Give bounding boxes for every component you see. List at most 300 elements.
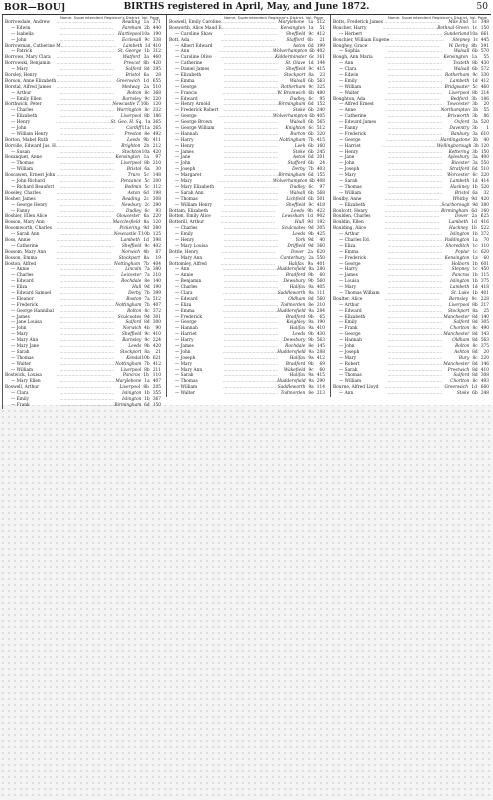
- entry-volume: 9a: [308, 267, 314, 273]
- register-entry: [3, 403, 163, 409]
- entry-district: Nottingham: [279, 137, 306, 143]
- entry-name: Boulden, Charles: [333, 214, 371, 220]
- leader-dots: ........................................: [55, 120, 111, 126]
- entry-name: — Mary Ann: [11, 338, 39, 344]
- register-column-3: [330, 15, 491, 397]
- entry-district: Lambeth: [448, 220, 469, 226]
- entry-page: 220: [152, 214, 161, 220]
- entry-name: — Eliza: [11, 285, 28, 291]
- entry-volume: 7a: [144, 296, 150, 302]
- entry-district: Boston: [126, 296, 142, 302]
- entry-district: Shoreditch: [445, 243, 470, 249]
- entry-district: Warrington: [116, 108, 142, 114]
- entry-district: Walsall: [289, 78, 306, 84]
- leader-dots: ........................................: [222, 90, 278, 96]
- leader-dots: ........................................: [220, 20, 276, 25]
- entry-page: 368: [152, 90, 162, 96]
- entry-page: 410: [152, 332, 162, 338]
- entry-name: — Richard Beaufort: [11, 184, 55, 190]
- entry-name: Boulcott, Henry: [333, 208, 368, 214]
- entry-page: 568: [316, 190, 326, 196]
- entry-volume: 7a: [144, 267, 150, 273]
- entry-district: Salford: [125, 320, 142, 326]
- leader-dots: ........................................: [387, 343, 443, 349]
- entry-name: — Joseph: [339, 349, 360, 355]
- entry-volume: 9b: [308, 361, 314, 367]
- entry-page: 70: [483, 237, 490, 243]
- leader-dots: ........................................: [56, 137, 112, 143]
- leader-dots: ........................................: [223, 137, 279, 143]
- entry-page: 125: [152, 232, 161, 238]
- entry-volume: 1c: [472, 25, 478, 31]
- leader-dots: ........................................: [386, 202, 442, 208]
- entry-page: 330: [480, 73, 490, 79]
- leader-dots: ........................................: [387, 243, 443, 249]
- entry-name: — Mary: [175, 361, 193, 367]
- entry-name: — Eliza: [339, 243, 356, 249]
- entry-page: 620: [480, 249, 490, 255]
- entry-page: 97: [319, 184, 326, 190]
- leader-dots: ........................................: [223, 285, 279, 291]
- entry-name: — Caroline Olive: [175, 55, 212, 61]
- leader-dots: ........................................: [223, 102, 279, 108]
- page-range-label: BOR—BOU]: [4, 3, 66, 13]
- entry-district: Leicester: [121, 273, 142, 279]
- entry-page: 51: [319, 25, 325, 31]
- entry-volume: 6d: [471, 208, 477, 214]
- entry-page: 445: [480, 37, 489, 43]
- entry-page: 411: [152, 137, 161, 143]
- entry-district: Islington: [122, 391, 142, 397]
- entry-page: 25: [483, 308, 490, 314]
- entry-district: St. Geo. H. Sq.: [110, 120, 143, 126]
- entry-page: 95: [319, 96, 326, 102]
- entry-page: 200: [152, 179, 162, 185]
- entry-page: 408: [316, 179, 325, 185]
- entry-district: Barnsley: [122, 96, 142, 102]
- entry-volume: 1b: [144, 397, 150, 402]
- leader-dots: ........................................: [389, 37, 444, 43]
- entry-page: 220: [480, 173, 490, 179]
- entry-name: Bottomley, Alfred: [169, 261, 207, 267]
- entry-district: Newcastle T.: [112, 102, 141, 108]
- entry-name: — Arthur: [339, 232, 360, 238]
- entry-page: 403: [316, 167, 326, 173]
- entry-page: 240: [316, 108, 326, 114]
- entry-district: Chorlton: [450, 379, 470, 385]
- entry-page: 400: [480, 155, 490, 161]
- entry-district: Walsall: [453, 49, 470, 55]
- entry-name: — Sarah: [175, 373, 194, 379]
- entry-name: — Thomas William: [339, 290, 380, 296]
- entry-name: — Henry: [339, 149, 359, 155]
- entry-volume: 9c: [144, 243, 150, 249]
- entry-page: 295: [152, 67, 162, 73]
- leader-dots: ........................................: [218, 179, 274, 185]
- entry-district: Paddington: [444, 237, 470, 243]
- entry-page: 372: [480, 232, 490, 238]
- entry-page: 480: [316, 90, 325, 96]
- leader-dots: ........................................: [387, 255, 443, 261]
- entry-district: York: [295, 237, 306, 243]
- entry-name: — Mary: [339, 173, 357, 179]
- entry-volume: 8c: [472, 343, 478, 349]
- leader-dots: ........................................: [223, 302, 279, 308]
- entry-name: — John Richard: [11, 179, 46, 185]
- entry-name: Borstal, Alfred James: [5, 84, 52, 90]
- entry-district: Stockport: [447, 308, 470, 314]
- leader-dots: ........................................: [223, 332, 279, 338]
- entry-district: Sheffield: [285, 31, 306, 37]
- leader-dots: ........................................: [222, 349, 278, 355]
- entry-name: — William: [339, 84, 362, 90]
- entry-volume: 9d: [143, 226, 149, 232]
- entry-volume: 8c: [144, 90, 150, 96]
- entry-district: Kendal: [126, 355, 142, 361]
- leader-dots: ........................................: [59, 114, 115, 120]
- entry-page: 422: [316, 208, 325, 214]
- entry-name: Botts, Frederick James: [333, 20, 383, 25]
- entry-district: Bristol: [125, 73, 141, 79]
- entry-district: Huddersfield: [277, 267, 306, 273]
- leader-dots: ........................................: [59, 296, 115, 302]
- entry-district: Norwich: [122, 326, 142, 332]
- entry-name: — Anne: [339, 108, 356, 114]
- entry-name: — Fanny: [339, 126, 358, 132]
- entry-page: 65: [319, 314, 326, 320]
- entry-district: Liverpool: [119, 385, 141, 391]
- leader-dots: ........................................: [387, 332, 443, 338]
- entry-volume: 9a: [308, 326, 314, 332]
- entry-volume: 6d: [308, 155, 314, 161]
- entry-page: 111: [316, 290, 325, 296]
- entry-name: — Charles: [175, 285, 198, 291]
- entry-volume: 1d: [144, 43, 151, 49]
- entry-volume: 6b: [307, 37, 313, 43]
- leader-dots: ........................................: [59, 361, 115, 367]
- entry-volume: 4b: [143, 249, 149, 255]
- entry-district: Kensington: [444, 255, 470, 261]
- entry-volume: 1a: [472, 255, 478, 261]
- entry-name: — Thomas: [11, 355, 34, 361]
- entry-volume: 8b: [144, 114, 150, 120]
- entry-volume: 1c: [472, 37, 479, 43]
- entry-volume: 8c: [144, 308, 150, 314]
- entry-district: Marylebone: [278, 20, 305, 25]
- entry-district: Liverpool: [120, 161, 142, 167]
- entry-volume: 6b: [308, 131, 314, 137]
- entry-volume: 7b: [308, 167, 314, 173]
- entry-name: Boulding, Alice: [333, 226, 367, 232]
- entry-name: — James: [175, 149, 194, 155]
- entry-page: 30: [155, 167, 162, 173]
- entry-page: 290: [152, 202, 162, 208]
- entry-name: Bostwick, Louisa: [5, 373, 42, 379]
- entry-district: Stoke: [456, 391, 470, 397]
- entry-district: Brixworth: [447, 114, 470, 120]
- entry-district: Sheffield: [285, 67, 306, 73]
- entry-name: — Edward: [11, 279, 34, 285]
- entry-page: 190: [316, 320, 326, 326]
- entry-volume: 2a: [308, 255, 314, 261]
- leader-dots: ........................................: [56, 84, 112, 90]
- entry-page: 430: [316, 332, 326, 338]
- entry-district: St. Olave: [285, 61, 306, 67]
- leader-dots: ........................................: [223, 361, 279, 367]
- entry-district: Huddersfield: [277, 308, 306, 314]
- leader-dots: ........................................: [223, 126, 279, 132]
- leader-dots: ........................................: [223, 314, 279, 320]
- entry-page: 365: [152, 120, 161, 126]
- entry-volume: 10a: [469, 31, 478, 37]
- entry-volume: 8c: [472, 379, 478, 385]
- entry-district: Lambeth: [450, 78, 470, 84]
- leader-dots: ........................................: [59, 391, 115, 397]
- entry-name: — Daniel James: [175, 67, 210, 73]
- entry-page: 205: [152, 385, 161, 391]
- entry-page: 110: [152, 373, 161, 379]
- entry-volume: 6d: [143, 190, 149, 196]
- entry-name: Boucher, Harry: [333, 25, 367, 31]
- entry-district: Barnsley: [448, 296, 469, 302]
- entry-district: Salford: [453, 373, 470, 379]
- entry-page: 40: [319, 237, 326, 243]
- entry-page: 60: [483, 255, 490, 261]
- entry-name: — Isabella: [11, 31, 34, 37]
- entry-volume: 8b: [472, 302, 478, 308]
- entry-district: Stepney: [451, 267, 470, 273]
- entry-name: — James: [339, 273, 358, 279]
- entry-volume: 4b: [144, 326, 150, 332]
- entry-volume: 3b: [473, 143, 479, 149]
- entry-page: 660: [480, 385, 489, 391]
- entry-name: — Mary Louisa: [175, 243, 208, 249]
- entry-volume: 9c: [144, 37, 150, 43]
- entry-page: 112: [152, 184, 162, 190]
- entry-page: 375: [480, 279, 490, 285]
- entry-name: — William: [175, 385, 198, 391]
- entry-page: 213: [316, 391, 326, 397]
- entry-volume: 6b: [308, 190, 314, 196]
- leader-dots: ........................................: [59, 302, 115, 308]
- entry-volume: 8b: [472, 61, 478, 67]
- entry-volume: 1b: [472, 232, 478, 238]
- entry-name: — Margaret: [175, 173, 202, 179]
- entry-page: 210: [152, 273, 162, 279]
- entry-name: — Hannah: [175, 131, 198, 137]
- entry-name: — Patrick: [11, 49, 33, 55]
- leader-dots: ........................................: [59, 308, 115, 314]
- entry-page: 372: [152, 308, 162, 314]
- entry-district: W. Derby: [448, 43, 469, 49]
- entry-volume: 9a: [308, 285, 314, 291]
- entry-page: 355: [152, 391, 162, 397]
- entry-volume: 3b: [472, 108, 478, 114]
- entry-name: — Mary Ann: [175, 255, 203, 261]
- entry-name: Bouchier, William Eugene: [333, 37, 390, 43]
- entry-district: Pancras: [122, 373, 141, 379]
- leader-dots: ........................................: [223, 320, 279, 326]
- entry-page: 288: [316, 349, 325, 355]
- leader-dots: ........................................: [222, 308, 278, 314]
- leader-dots: ........................................: [59, 179, 115, 185]
- leader-dots: ........................................: [56, 55, 112, 61]
- entry-volume: 10b: [141, 232, 150, 238]
- entry-list: [331, 20, 491, 397]
- entry-page: 380: [480, 202, 489, 208]
- entry-district: Canterbury: [280, 255, 306, 261]
- leader-dots: ........................................: [387, 349, 443, 355]
- entry-volume: 6d: [308, 43, 314, 49]
- leader-dots: ........................................: [56, 237, 112, 243]
- entry-page: 402: [316, 49, 325, 55]
- entry-volume: 9a: [308, 320, 314, 326]
- leader-dots: ........................................: [222, 379, 278, 385]
- entry-district: Birmingham: [114, 402, 142, 408]
- entry-name: — Mary: [11, 67, 29, 73]
- entry-page: 563: [316, 78, 326, 84]
- leader-dots: ........................................: [384, 296, 440, 302]
- entry-district: Bodmin: [124, 184, 142, 190]
- entry-name: — Catherine: [11, 243, 39, 249]
- entry-volume: 3b: [472, 126, 478, 132]
- leader-dots: ........................................: [218, 49, 274, 55]
- entry-volume: 7b: [144, 361, 150, 367]
- entry-name: — Clara: [339, 67, 357, 73]
- entry-district: Dudley: [290, 96, 306, 102]
- entry-volume: 9c: [471, 296, 477, 302]
- entry-district: Greenwich: [116, 78, 141, 84]
- entry-name: — Joseph: [175, 355, 196, 361]
- entry-district: Leeds: [128, 343, 142, 349]
- entry-name: Bouldin, Ellen: [333, 220, 364, 226]
- entry-name: — Edwin: [339, 73, 359, 79]
- entry-page: 572: [480, 67, 490, 73]
- leader-dots: ........................................: [223, 84, 279, 90]
- entry-page: 490: [480, 326, 490, 332]
- leader-dots: ........................................: [387, 290, 443, 296]
- entry-volume: 2c: [143, 196, 149, 202]
- entry-district: Walsall: [289, 120, 306, 126]
- entry-district: Barnsley: [122, 338, 142, 344]
- entry-district: Towcester: [447, 102, 470, 108]
- entry-name: — Arthur: [339, 302, 360, 308]
- entry-district: Hull: [132, 285, 142, 291]
- entry-volume: 8e: [144, 279, 150, 285]
- entry-volume: 5c: [144, 184, 150, 190]
- entry-volume: 3b: [472, 114, 478, 120]
- entry-name: — Sarah: [339, 179, 358, 185]
- entry-page: 300: [152, 320, 162, 326]
- entry-name: — Caroline Shaw: [175, 31, 213, 37]
- leader-dots: ........................................: [223, 190, 279, 196]
- entry-district: Bolton: [127, 308, 142, 314]
- entry-name: — William: [339, 190, 362, 196]
- leader-dots: ........................................: [59, 343, 115, 349]
- entry-name: — Harry: [175, 338, 194, 344]
- entry-page: 512: [152, 296, 162, 302]
- entry-name: — Thomas: [339, 373, 362, 379]
- leader-dots: ........................................: [387, 190, 443, 196]
- entry-district: Daventry: [449, 126, 470, 132]
- leader-dots: ........................................: [59, 338, 115, 344]
- entry-name: — Fanny: [11, 208, 30, 214]
- entry-name: — Jane: [175, 155, 191, 161]
- entry-district: Lincoln: [125, 267, 142, 273]
- leader-dots: ........................................: [387, 320, 443, 326]
- entry-district: Salford: [125, 67, 142, 73]
- entry-name: Borrowman, Catherine M.: [5, 43, 63, 49]
- entry-volume: 3a: [472, 120, 478, 126]
- entry-volume: 9c: [308, 31, 314, 37]
- leader-dots: ........................................: [59, 367, 115, 373]
- leader-dots: ........................................: [62, 43, 117, 49]
- entry-name: — Eleanor: [11, 296, 34, 302]
- leader-dots: ........................................: [56, 173, 112, 179]
- entry-page: 450: [480, 267, 490, 273]
- entry-district: Nottingham: [113, 261, 141, 267]
- entry-name: — Thomas: [339, 184, 362, 190]
- entry-page: 290: [316, 379, 325, 385]
- entry-name: — George: [339, 137, 361, 143]
- entry-volume: 6b: [472, 49, 478, 55]
- entry-name: — Emily: [11, 397, 30, 402]
- entry-district: Toxteth: [453, 61, 470, 67]
- entry-page: 410: [480, 367, 490, 373]
- entry-district: Cardiff: [126, 126, 142, 132]
- entry-page: 220: [152, 96, 162, 102]
- entry-district: Salford: [453, 320, 470, 326]
- entry-page: 86: [483, 114, 490, 120]
- leader-dots: ........................................: [223, 202, 279, 208]
- entry-district: Islington: [450, 232, 470, 238]
- entry-page: 522: [480, 226, 489, 232]
- entry-page: 224: [152, 338, 162, 344]
- entry-district: Sunderland: [444, 31, 470, 37]
- entry-district: Halifax: [289, 373, 306, 379]
- entry-volume: 9c: [308, 367, 314, 373]
- leader-dots: ........................................: [387, 78, 443, 84]
- leader-dots: ........................................: [223, 243, 279, 249]
- entry-volume: 6d: [472, 167, 478, 173]
- entry-list: [167, 20, 327, 397]
- entry-page: 212: [152, 143, 161, 149]
- entry-page: 55: [483, 108, 489, 114]
- entry-volume: 1d: [472, 285, 478, 291]
- entry-page: 40: [483, 137, 489, 143]
- entry-page: 570: [480, 49, 490, 55]
- leader-dots: ........................................: [59, 37, 115, 43]
- entry-district: Islington: [450, 279, 470, 285]
- entry-page: 410: [316, 326, 326, 332]
- entry-page: 565: [316, 120, 326, 126]
- entry-volume: 6c: [144, 208, 150, 214]
- entry-volume: 9c: [144, 332, 150, 338]
- leader-dots: ........................................: [387, 308, 443, 314]
- leader-dots: ........................................: [223, 237, 279, 243]
- entry-volume: 10b: [141, 355, 150, 361]
- entry-volume: 1d: [471, 385, 477, 391]
- entry-district: Stepney: [452, 37, 471, 43]
- entry-volume: 8d: [472, 314, 478, 320]
- entry-district: Pancras: [452, 273, 470, 279]
- leader-dots: ........................................: [59, 90, 115, 96]
- entry-name: — Sarah Ann: [11, 232, 40, 238]
- entry-volume: 1a: [307, 20, 314, 25]
- entry-volume: 2b: [144, 25, 150, 31]
- entry-page: 21: [155, 349, 162, 355]
- leader-dots: ........................................: [59, 202, 115, 208]
